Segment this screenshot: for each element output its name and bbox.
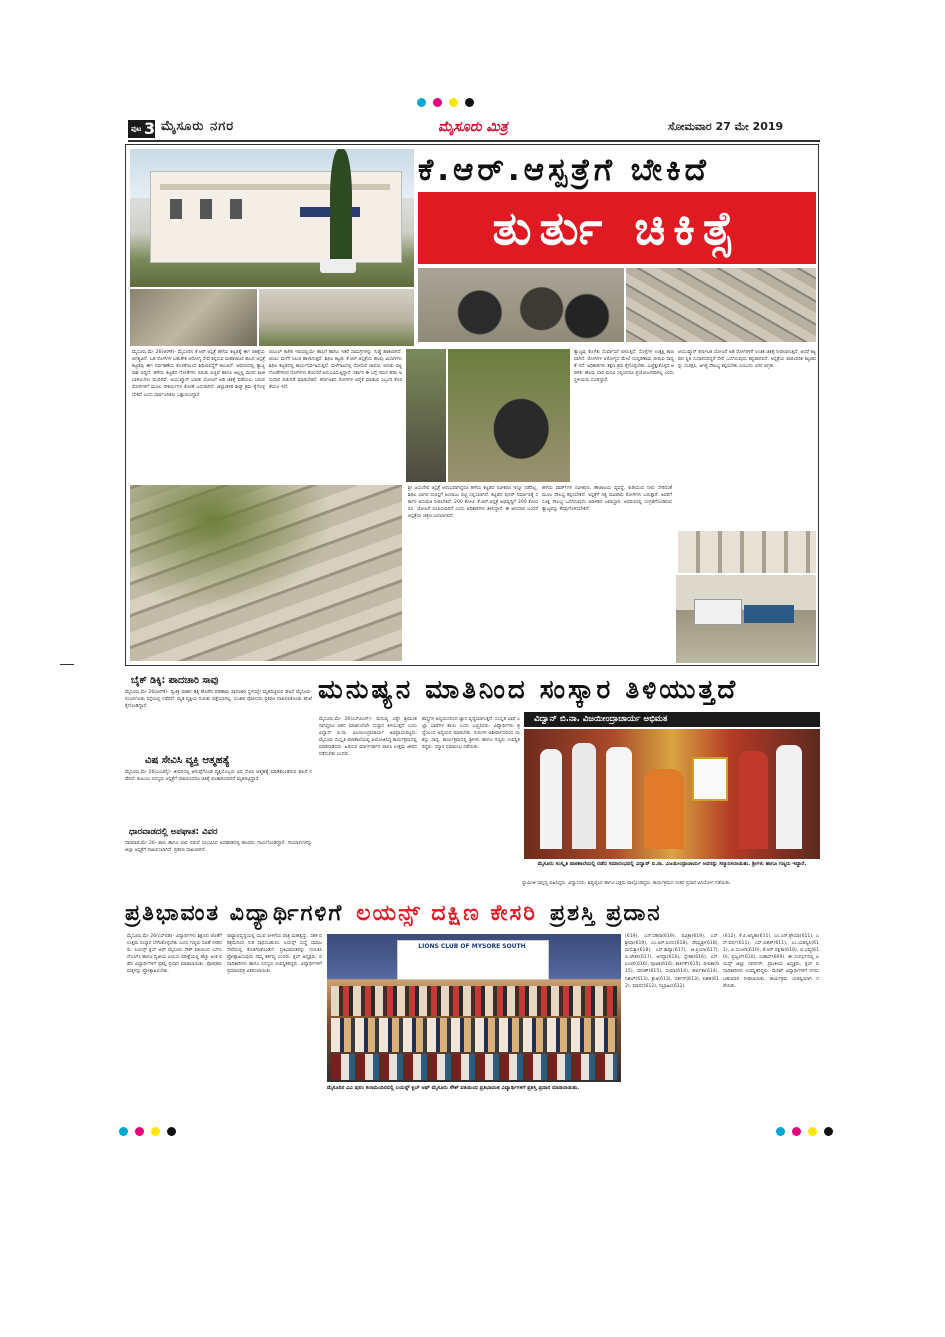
brief3-body: ಧಾರವಾಡ,ಮೇ 26- ಕಾರು ಹಾಗೂ ಲಾರಿ ನಡುವೆ ಸಂಭವಿಸಿದ ಅಪಘಾತದಲ್ಲಿ ಹಲವರು ಗಾಯಗೊಂಡಿದ್ದಾರೆ. ಗಾಯಾಳುಗಳನ್ನು ಜಿಲ್ಲಾ ಆಸ್ಪತ್ರೆಗೆ ದಾಖಲಿಸಲಾಗಿದೆ. ಪ್ರಕರಣ ದಾಖಲಾಗಿದೆ. [125, 841, 312, 854]
samskara-footer: ಸ್ವಾಮೀಜಿ ಸಾನ್ನಿಧ್ಯ ವಹಿಸಿದ್ದರು. ವಿದ್ವಾಂಸರು, ಶಿಷ್ಯವೃಂದ ಹಾಗೂ ಭಕ್ತರು ಪಾಲ್ಗೊಂಡಿದ್ದರು. ಕಾರ್ಯಕ್ರಮದ ನಂತರ ಪ್ರಸಾದ ವಿನಿಯೋಗ ನಡೆಯಿತು. [522, 881, 731, 886]
registration-magenta-bottom-right [792, 1127, 801, 1136]
felicitation-caption: ಮೈಸೂರು ಸಂಸ್ಕೃತಿ ಪಾಠಶಾಲೆಯಲ್ಲಿ ನಡೆದ ಸಮಾರಂಭದಲ್ಲಿ ವಿದ್ವಾನ್ ಬಿ.ನಾ. ವಿಜಯೀಂದ್ರಾಚಾರ್ಯ ಅವರನ್ನು ಸನ್ಮಾನಿಸಲಾಯಿತು. ಶ್ರೀಗಳು ಹಾಗೂ ಗಣ್ಯರು ಇದ್ದಾರೆ. [537, 861, 807, 867]
tank-pieces-photo [448, 349, 570, 482]
story1-col4: ಹಳೆಯ ವಾರ್ಡ್‌ಗಳ ನವೀಕರಣ, ಶೌಚಾಲಯ ವ್ಯವಸ್ಥೆ, ಕುಡಿಯುವ ನೀರು ಸೇರಿದಂತೆ ಮೂಲ ಸೌಲಭ್ಯ ಕಲ್ಪಿಸಬೇಕಿದೆ. ಆಸ್ಪತ್ರೆಗೆ ನಿತ್ಯ ಸಾವಿರಾರು ರೋಗಿಗಳು ಬರುತ್ತಾರೆ. ಅವರಿಗೆ ಸೂಕ್ತ ಸೌಲಭ್ಯ ಒದಗಿಸುವುದು ಆಡಳಿತದ ಜವಾಬ್ದಾರಿ. ಆವರಣದಲ್ಲಿ ಸಂಗ್ರಹಗೊಂಡಿರುವ ತ್ಯಾಜ್ಯವನ್ನು ತೆರವುಗೊಳಿಸಬೇಕಿದೆ. [542, 486, 672, 513]
registration-cyan-top [417, 98, 426, 107]
students-group-photo [327, 934, 621, 1082]
story1-col1: ಮೈಸೂರು,ಮೇ 26(ಆರ್‌ಕೆ)- ಮೈಸೂರಿನ ಕೆ.ಆರ್.ಆಸ್ಪತ್ರೆ ಹಳೆಯ ಕಟ್ಟಡಕ್ಕೆ ಈಗ ಚಿಕಿತ್ಸೆಯ ಅಗತ್ಯವಿದೆ. ಬಡ ರೋಗಿಗಳ ಬಹುತೇಕ ಆರೋಗ್ಯ ಸೇವೆ ಕಲ್ಪಿಸುವ ಮಹಾರಾಜರ ಕಾಲದ ಆಸ್ಪತ್ರೆ ಕಟ್ಟಡವು ಈಗ ನಿರ್ವಹಣೆಯ ಕೊರತೆಯಿಂದ ಶಿಥಿಲಾವಸ್ಥೆಗೆ ತಲುಪಿದೆ. ಆವರಣದಲ್ಲಿ ತ್ಯಾಜ್ಯ ರಾಶಿ ಬಿದ್ದಿದೆ. ಹಳೆಯ ಕಟ್ಟಡದ ಗೋಡೆಗಳು ಬಿರುಕು ಬಿಟ್ಟಿವೆ ಹಾಗೂ ಅಲ್ಲಲ್ಲಿ ಮರದ ಕಿಟಕಿ ಬಾಗಿಲುಗಳು ಮುರಿದಿವೆ. ಆಯುಷ್ಮಾನ್ ಭಾರತ ಯೋಜನೆ ಅಡಿ ಚಿಕಿತ್ಸೆ ಪಡೆಯಲು ಬರುವ ರೋಗಿಗಳಿಗೆ ಮೂಲ ಸೌಕರ್ಯಗಳ ಕೊರತೆ ಎದುರಾಗಿದೆ. ಜಿಲ್ಲಾಡಳಿತ ಶೀಘ್ರ ಕ್ರಮ ಕೈಗೊಳ್ಳಬೇಕಿದೆ ಎಂದು ಸಾರ್ವಜನಿಕರು ಒತ್ತಾಯಿಸಿದ್ದಾರೆ. [132, 350, 265, 398]
story1-col5: ತ್ಯಾಜ್ಯವು ಕೊಳೆತು ದುರ್ವಾಸನೆ ಬೀರುತ್ತಿದೆ. ಸೊಳ್ಳೆಗಳ ಉತ್ಪತ್ತಿ ತಾಣವಾಗಿದೆ. ರೋಗಿಗಳ ಆರೋಗ್ಯದ ಮೇಲೆ ದುಷ್ಪರಿಣಾಮ ಬೀರುವ ಸಾಧ್ಯತೆ ಇದೆ. ಅಧಿಕಾರಿಗಳು ತಕ್ಷಣ ಕ್ರಮ ಕೈಗೊಳ್ಳಬೇಕು. ಎಚ್ಚೆತ್ತುಕೊಳ್ಳದ ಆಡಳಿತ: ಹಲವು ಬಾರಿ ಮನವಿ ಸಲ್ಲಿಸಿದರೂ ಪ್ರಯೋಜನವಾಗಿಲ್ಲ ಎಂದು ಸ್ಥಳೀಯರು ದೂರಿದ್ದಾರೆ. [574, 350, 674, 384]
story1-col2: ಬಿಸಿಎಲ್ ಕಚೇರಿ ಇರುವಲ್ಲಿಯೇ ಹಾಸಿಗೆ ಹಾಗೂ ಇತರೆ ಸಾಮಗ್ರಿಗಳನ್ನು ಗುಡ್ಡೆ ಹಾಕಲಾಗಿದೆ. ಬಿಸಿಲು ಮಳೆಗೆ ಸಿಲುಕಿ ಹಾಳಾಗುತ್ತಿವೆ. ಶಿಥಿಲ ಕಟ್ಟಡ: ಕೆ.ಆರ್.ಆಸ್ಪತ್ರೆಯ ಹಲವು ವಿಭಾಗಗಳು ಶಿಥಿಲ ಕಟ್ಟಡದಲ್ಲಿ ಕಾರ್ಯನಿರ್ವಹಿಸುತ್ತಿವೆ. ಮಳೆಗಾಲದಲ್ಲಿ ಸೋರುವ ಚಾವಣಿ, ಬಿರುಕು ಬಿಟ್ಟ ಗೋಡೆಗಳಿಂದ ರೋಗಿಗಳು ತೊಂದರೆ ಅನುಭವಿಸುತ್ತಿದ್ದಾರೆ. ಸರ್ಕಾರ ಈ ಬಗ್ಗೆ ಗಮನ ಹರಿಸಿ ಅನುದಾನ ಬಿಡುಗಡೆ ಮಾಡಬೇಕಿದೆ. ಕರ್ನಾಟಕದ ರೋಗಿಗಳ ಆರೈಕೆ ಮಾಡುವ ಸಿಬ್ಬಂದಿ ಕೊರತೆಯೂ ಇದೆ. [269, 350, 402, 391]
felicitation-photo [524, 729, 820, 859]
lions-headline-c: ಪ್ರಶಸ್ತಿ ಪ್ರದಾನ [549, 901, 662, 926]
page-number: 3 [144, 119, 156, 138]
headline-line1: ಕೆ.ಆರ್.ಆಸ್ಪತ್ರೆಗೆ ಬೇಕಿದೆ [418, 152, 710, 188]
samskara-byline-bar [524, 712, 820, 727]
page-header [128, 117, 820, 141]
story-kr-hospital [125, 144, 819, 666]
page-number-tab [128, 120, 155, 138]
story1-col6: ಆಯುಷ್ಮಾನ್ ಕರ್ನಾಟಕ ಯೋಜನೆ ಅಡಿ ರೋಗಿಗಳಿಗೆ ಉಚಿತ ಚಿಕಿತ್ಸೆ ನೀಡಲಾಗುತ್ತಿದೆ. ಆದರೆ ಕಟ್ಟಡದ ಸ್ಥಿತಿ ಸುಧಾರಿಸದಿದ್ದರೆ ಸೇವೆ ಒದಗಿಸುವುದು ಕಷ್ಟವಾಗಲಿದೆ. ಆಸ್ಪತ್ರೆಯ ಪಾರಂಪರಿಕ ಕಟ್ಟಡವನ್ನು ಸಂರಕ್ಷಿಸಿ, ಅಗತ್ಯ ಸೌಲಭ್ಯ ಕಲ್ಪಿಸಬೇಕು ಎಂಬುದು ಜನರ ಆಗ್ರಹ. [678, 350, 816, 370]
waste-heap-photo [130, 485, 402, 661]
damaged-wall-photo [259, 287, 414, 346]
registration-black-bottom-right [824, 1127, 833, 1136]
samskara-headline: ಮನುಷ್ಯನ ಮಾತಿನಿಂದ ಸಂಸ್ಕಾರ ತಿಳಿಯುತ್ತದೆ [318, 675, 739, 705]
page-label: ಪುಟ [131, 125, 142, 133]
left-margin-mark [60, 664, 74, 665]
headline-line2: ತುರ್ತು ಚಿಕಿತ್ಸೆ [492, 201, 742, 255]
registration-magenta-top [433, 98, 442, 107]
registration-cyan-bottom-right [776, 1127, 785, 1136]
brief2-body: ಮೈಸೂರು,ಮೇ 26(ಎಂಟಿವೈ)- ಜೀವನದಲ್ಲಿ ಜಿಗುಪ್ಸೆಗೊಂಡ ವ್ಯಕ್ತಿಯೊಬ್ಬರು ವಿಷ ಸೇವಿಸಿ ಆತ್ಮಹತ್ಯೆ ಮಾಡಿಕೊಂಡಿರುವ ಘಟನೆ ನಡೆದಿದೆ. ಕುಟುಂಬ ಸದಸ್ಯರು ಆಸ್ಪತ್ರೆಗೆ ದಾಖಲಿಸಿದರೂ ಚಿಕಿತ್ಸೆ ಫಲಕಾರಿಯಾಗದೆ ಮೃತಪಟ್ಟಿದ್ದಾರೆ. [125, 770, 312, 783]
story-lions-award [125, 899, 821, 1121]
samskara-col1: ಮೈಸೂರು,ಮೇ 26(ಎಸ್‌ಪಿಎನ್)- ಮನುಷ್ಯ ಎಷ್ಟೇ ಶ್ರೀಮಂತನಾಗಿದ್ದರೂ ಆತನ ಮಾತಿನಿಂದಲೇ ಸಂಸ್ಕಾರ ತಿಳಿಯುತ್ತದೆ ಎಂದು ವಿದ್ವಾನ್ ಬಿ.ನಾ. ವಿಜಯೀಂದ್ರಾಚಾರ್ಯ ಅಭಿಪ್ರಾಯಪಟ್ಟರು. ಮೈಸೂರು ಸಂಸ್ಕೃತಿ ಪಾಠಶಾಲೆಯಲ್ಲಿ ಆಯೋಜಿಸಿದ್ದ ಕಾರ್ಯಕ್ರಮದಲ್ಲಿ ಮಾತನಾಡಿದರು. ಹಿರಿಯರ ಮಾರ್ಗದರ್ಶನ ಪಾಲಿಸಿ ಉತ್ತಮ ಜೀವನ ನಡೆಸಬೇಕು ಎಂದರು. [319, 717, 417, 758]
lions-headline-a: ಪ್ರತಿಭಾವಂತ ವಿದ್ಯಾರ್ಥಿಗಳಿಗೆ [125, 901, 344, 926]
registration-black-bottom [167, 1127, 176, 1136]
registration-yellow-bottom-right [808, 1127, 817, 1136]
brief3-title: ಧಾರವಾಡದಲ್ಲಿ ಅಪಘಾತ: ವಿವರ [129, 827, 218, 837]
lions-banner-title: LIONS CLUB OF MYSORE SOUTH [418, 943, 526, 950]
lions-headline-b: ಲಯನ್ಸ್ ದಕ್ಷಿಣ ಕೇಸರಿ [356, 901, 537, 926]
lions-col3: (619), ಎಸ್.ಸಹನಾ(619), ಪವಿತ್ರಾ(619), ಎಸ್.ಶ್ರೀಷಾ(619), ಎಂ.ಆರ್.ಸಿಂಧು(618), ಸೌಮ್ಯಶ್ರೀ(618), ಮಧುಶ್ರೀ(618), ಎಸ್.ಕಾವ್ಯಾ(617), ಜಿ.ಪ್ರಿಯಾ(617), ಬಿ.ಚೇತನ(617), ಅನನ್ಯಾ(616), ಸ್ನೇಹಾ(616), ಎಸ್.ಸಿಂಚನ(616), ಪೂಜಾ(616), ಕಾರ್ತಿಕ್(615), ದೀಪಿಕಾ(615), ವರುಣ್(615), ಸುಮಾ(614), ಹರ್ಷಿತಾ(614), ನಿಖಿಲ್(613), ಶ್ರುತಿ(613), ದರ್ಶನ್(613), ಲಿಖಿತ(612), ಮಾನಸ(612), ಇಬ್ರಾಹಿಂ(612). [625, 934, 719, 989]
header-rule [128, 140, 820, 142]
registration-yellow-bottom [151, 1127, 160, 1136]
samskara-byline: ವಿದ್ವಾನ್ ಬಿ.ನಾ. ವಿಜಯೀಂದ್ರಾಚಾರ್ಯ ಅಭಿಮತ [534, 714, 668, 724]
truck-yard-photo [676, 575, 816, 663]
brief1-body: ಮೈಸೂರು,ಮೇ 26(ಆರ್‌ಕೆ)- ದ್ವಿಚಕ್ರ ವಾಹನ ಡಿಕ್ಕಿ ಹೊಡೆದ ಪರಿಣಾಮ ಪಾದಚಾರಿ ಸ್ಥಳದಲ್ಲೇ ಮೃತಪಟ್ಟಿರುವ ಘಟನೆ ಮೈಸೂರು-ನಂಜನಗೂಡು ರಸ್ತೆಯಲ್ಲಿ ನಡೆದಿದೆ. ಮೃತ ವ್ಯಕ್ತಿಯ ಗುರುತು ಪತ್ತೆಯಾಗಿಲ್ಲ. ಸಂಚಾರ ಪೊಲೀಸರು ಪ್ರಕರಣ ದಾಖಲಿಸಿಕೊಂಡು ತನಿಖೆ ಕೈಗೊಂಡಿದ್ದಾರೆ. [125, 690, 312, 710]
story1-col3: ಶ್ರೀ ಜಯದೇವ ಆಸ್ಪತ್ರೆ ಆರಂಭವಾಗಿದ್ದರೂ ಹಳೆಯ ಕಟ್ಟಡದ ನವೀಕರಣ ಇನ್ನೂ ನಡೆದಿಲ್ಲ. ಶಿಥಿಲ ಭಾಗದ ದುರಸ್ತಿಗೆ ಅಂದಾಜು ಪಟ್ಟಿ ಸಲ್ಲಿಸಲಾಗಿದೆ. ಕಟ್ಟಡದ ಪುನರ್ ನಿರ್ಮಾಣಕ್ಕೆ ಸರ್ಕಾರ ಅನುಮತಿ ನೀಡಬೇಕಿದೆ. 200 ಕೋಟಿ: ಕೆ.ಆರ್.ಆಸ್ಪತ್ರೆ ಅಭಿವೃದ್ಧಿಗೆ 200 ಕೋಟಿ ರೂ. ಯೋಜನೆ ರೂಪಿಸಲಾಗಿದೆ ಎಂದು ಅಧಿಕಾರಿಗಳು ತಿಳಿಸಿದ್ದಾರೆ. ಈ ಅನುದಾನ ಬಂದರೆ ಆಸ್ಪತ್ರೆಯ ಚಿತ್ರಣ ಬದಲಾಗಲಿದೆ. [408, 486, 538, 520]
samskara-col2: ಶಾಸ್ತ್ರಗಳ ಅಧ್ಯಯನದಿಂದ ಜ್ಞಾನ ವೃದ್ಧಿಯಾಗುತ್ತದೆ. ಸಂಸ್ಕೃತ ಭಾಷೆ ಎಲ್ಲಾ ಭಾಷೆಗಳ ತಾಯಿ ಎಂದು ಬಣ್ಣಿಸಿದರು. ವಿದ್ಯಾರ್ಥಿಗಳು ಶ್ರದ್ಧೆಯಿಂದ ಅಧ್ಯಯನ ಮಾಡಬೇಕು. ಗುರುಗಳ ಆಶೀರ್ವಾದದಿಂದ ಯಶಸ್ಸು ಸಾಧ್ಯ. ಕಾರ್ಯಕ್ರಮದಲ್ಲಿ ಶ್ರೀಗಳು ಹಾಗೂ ಗಣ್ಯರು ಉಪಸ್ಥಿತರಿದ್ದರು. ಸನ್ಮಾನ ಸಮಾರಂಭ ನಡೆಯಿತು. [422, 717, 520, 751]
registration-cyan-bottom [119, 1127, 128, 1136]
headline-line2-box [418, 192, 816, 264]
lions-headline [125, 899, 821, 929]
issue-date: ಸೋಮವಾರ 27 ಮೇ 2019 [668, 120, 784, 133]
waste-bags-photo [418, 268, 624, 342]
lions-caption: ಮೈಸೂರಿನ ವಿವಿ ಪುರಂ ಕಲಾಮಂದಿರದಲ್ಲಿ ಲಯನ್ಸ್ ಕ್ಲಬ್ ಆಫ್ ಮೈಸೂರು ಸೌತ್ ವತಿಯಿಂದ ಪ್ರತಿಭಾವಂತ ವಿದ್ಯಾರ್ಥಿಗಳಿಗೆ ಪ್ರಶಸ್ತಿ ಪ್ರದಾನ ಮಾಡಲಾಯಿತು. [327, 1085, 580, 1091]
registration-black-top [465, 98, 474, 107]
briefs-column [125, 675, 312, 845]
brief2-title: ವಿಷ ಸೇವಿಸಿ ವ್ಯಕ್ತಿ ಆತ್ಮಹತ್ಯೆ [145, 755, 230, 766]
debris-tiles-photo [626, 268, 816, 342]
pillars-photo [678, 531, 816, 573]
headline-line1-box [418, 149, 816, 191]
hospital-building-photo [130, 149, 414, 287]
story-samskara [318, 670, 820, 878]
section-title: ಮೈಸೂರು ನಗರ [161, 119, 235, 134]
lions-col2: ರಾಷ್ಟ್ರಾಭಿವೃದ್ಧಿಯಲ್ಲಿ ಯುವ ಪೀಳಿಗೆಯ ಪಾತ್ರ ಮಹತ್ವದ್ದು. ಸತತ ಪರಿಶ್ರಮದಿಂದ ಗುರಿ ಸಾಧಿಸಬಹುದು. ಲಯನ್ಸ್ ಸಂಸ್ಥೆ ಸಮಾಜ ಸೇವೆಯಲ್ಲಿ ತೊಡಗಿಸಿಕೊಂಡಿದೆ. ಪ್ರತಿಭಾವಂತರನ್ನು ಗುರುತಿಸಿ ಪ್ರೋತ್ಸಾಹಿಸುವುದು ನಮ್ಮ ಕರ್ತವ್ಯ ಎಂದರು. ಕ್ಲಬ್ ಅಧ್ಯಕ್ಷರು, ಪದಾಧಿಕಾರಿಗಳು ಹಾಗೂ ಸದಸ್ಯರು ಉಪಸ್ಥಿತರಿದ್ದರು. ವಿದ್ಯಾರ್ಥಿಗಳಿಗೆ ಪ್ರಮಾಣಪತ್ರ ವಿತರಿಸಲಾಯಿತು. [227, 934, 322, 975]
lions-col4: (612), ಕೆ.ಪಿ.ಅನ್ವಿತಾ(611), ಎಂ.ಎನ್.ಶ್ರೇಯಾ(611), ಎಸ್.ವರ್ಷ(611), ಎಸ್.ಲಿಖಿತ್(611), ಎಂ.ಯಶಸ್ವಿನಿ(611), ಪಿ.ಸಂಜನಾ(610), ಕೆ.ಆರ್.ರಕ್ಷಿತಾ(610), ಬಿ.ಭವ್ಯ(610), ಪ್ರಜ್ವಲ್(610), ಸುಹಾಸ್(609). ಈ ಸಂದರ್ಭದಲ್ಲಿ ಲಯನ್ಸ್ ಜಿಲ್ಲಾ ಗವರ್ನರ್, ಪ್ರಾಂತೀಯ ಅಧ್ಯಕ್ಷರು, ಕ್ಲಬ್ ಪದಾಧಿಕಾರಿಗಳು ಉಪಸ್ಥಿತರಿದ್ದರು. ಮೆರಿಟ್ ವಿದ್ಯಾರ್ಥಿಗಳಿಗೆ ನಗದು ಬಹುಮಾನ ನೀಡಲಾಯಿತು. ಕಾರ್ಯಕ್ರಮ ಯಶಸ್ವಿಯಾಗಿ ನಡೆಯಿತು. [723, 934, 819, 989]
brief1-title: ಬೈಕ್ ಡಿಕ್ಕಿ: ಪಾದಚಾರಿ ಸಾವು [131, 675, 219, 686]
scrap-pile-photo [406, 349, 446, 482]
lions-col1: ಮೈಸೂರು,ಮೇ 26(ಎಸ್‌ಬಿಡಿ)- ವಿದ್ಯಾರ್ಥಿಗಳು ಶಿಕ್ಷಣದ ಜೊತೆಗೆ ಉತ್ತಮ ಸಂಸ್ಕಾರ ಬೆಳೆಸಿಕೊಳ್ಳಬೇಕು ಎಂದು ಗಣ್ಯರು ಸಲಹೆ ನೀಡಿದರು. ಲಯನ್ಸ್ ಕ್ಲಬ್ ಆಫ್ ಮೈಸೂರು ಸೌತ್ ವತಿಯಿಂದ ಎಸ್‌ಎಸ್‌ಎಲ್‌ಸಿ ಹಾಗೂ ದ್ವಿತೀಯ ಪಿಯುಸಿ ಪರೀಕ್ಷೆಯಲ್ಲಿ ಹೆಚ್ಚು ಅಂಕ ಪಡೆದ ವಿದ್ಯಾರ್ಥಿಗಳಿಗೆ ಪ್ರಶಸ್ತಿ ಪ್ರದಾನ ಮಾಡಲಾಯಿತು. ಪೋಷಕರು ಮಕ್ಕಳನ್ನು ಪ್ರೋತ್ಸಾಹಿಸಬೇಕು. [127, 934, 222, 975]
broken-windows-photo [130, 287, 257, 346]
registration-yellow-top [449, 98, 458, 107]
registration-magenta-bottom [135, 1127, 144, 1136]
masthead: ಮೈಸೂರು ಮಿತ್ರ [438, 119, 508, 135]
